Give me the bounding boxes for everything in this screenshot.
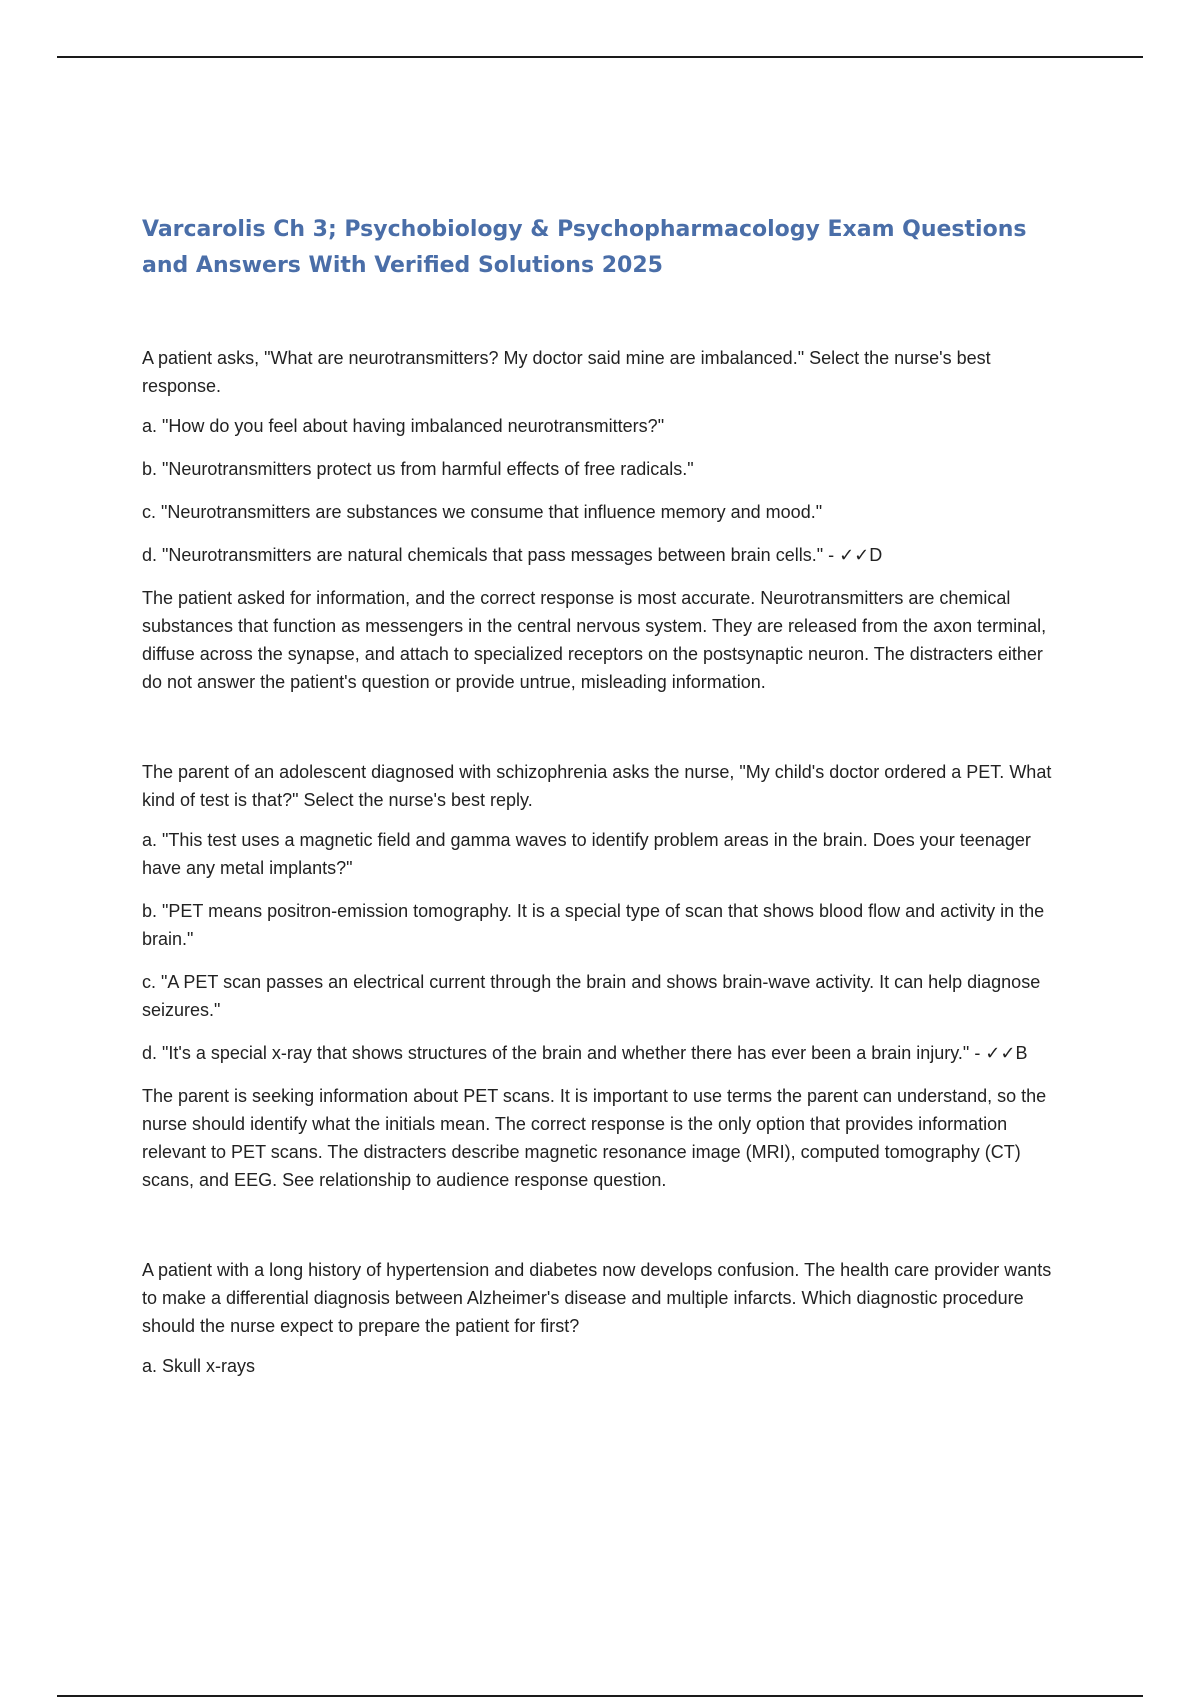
question-text: The parent of an adolescent diagnosed with schizophrenia asks the nurse, "My child's doctor ordered a PET. What kind of test is that?" Select the nurse's best reply. [142, 762, 1052, 810]
question-2 [142, 758, 1062, 1194]
question-3 [142, 1256, 1062, 1380]
option-d [142, 541, 1062, 569]
correct-answer-mark: - ✓✓D [823, 545, 883, 565]
rationale: The patient asked for information, and the correct response is most accurate. Neurotransmitters are chemical substances that function as messengers in the central nervous system. They are released from the axon terminal, diffuse across the synapse, and attach to specialized receptors on the postsynaptic neuron. The distracters either do not answer the patient's question or provide untrue, misleading information. [142, 588, 1047, 692]
option-a: a. "How do you feel about having imbalanced neurotransmitters?" [142, 416, 665, 436]
document-title: Varcarolis Ch 3; Psychobiology & Psychopharmacology Exam Questions and Answers With Verified Solutions 2025 [142, 217, 1027, 278]
question-text: A patient asks, "What are neurotransmitters? My doctor said mine are imbalanced." Select the nurse's best response. [142, 348, 991, 396]
option-c: c. "Neurotransmitters are substances we consume that influence memory and mood." [142, 502, 823, 522]
option-d [142, 1039, 1062, 1067]
correct-answer-mark: - ✓✓B [969, 1043, 1028, 1063]
question-text: A patient with a long history of hypertension and diabetes now develops confusion. The health care provider wants to make a differential diagnosis between Alzheimer's disease and multiple infarcts. Which diagnostic procedure should the nurse expect to prepare the patient for first? [142, 1260, 1052, 1336]
option-a: a. "This test uses a magnetic field and gamma waves to identify problem areas in the brain. Does your teenager have any metal implants?" [142, 830, 1031, 878]
option-a: a. Skull x-rays [142, 1356, 256, 1376]
option-b: b. "PET means positron-emission tomography. It is a special type of scan that shows blood flow and activity in the brain." [142, 901, 1045, 949]
option-d-text: d. "Neurotransmitters are natural chemicals that pass messages between brain cells." [142, 545, 824, 565]
document-body [142, 212, 1062, 1395]
option-d-text: d. "It's a special x-ray that shows structures of the brain and whether there has ever been a brain injury." [142, 1043, 970, 1063]
question-1 [142, 344, 1062, 696]
top-rule [57, 56, 1143, 58]
rationale: The parent is seeking information about PET scans. It is important to use terms the parent can understand, so the nurse should identify what the initials mean. The correct response is the only option that provides information relevant to PET scans. The distracters describe magnetic resonance image (MRI), computed tomography (CT) scans, and EEG. See relationship to audience response question. [142, 1086, 1047, 1190]
option-c: c. "A PET scan passes an electrical current through the brain and shows brain-wave activity. It can help diagnose seizures." [142, 972, 1041, 1020]
bottom-rule [57, 1695, 1143, 1697]
option-b: b. "Neurotransmitters protect us from harmful effects of free radicals." [142, 459, 694, 479]
